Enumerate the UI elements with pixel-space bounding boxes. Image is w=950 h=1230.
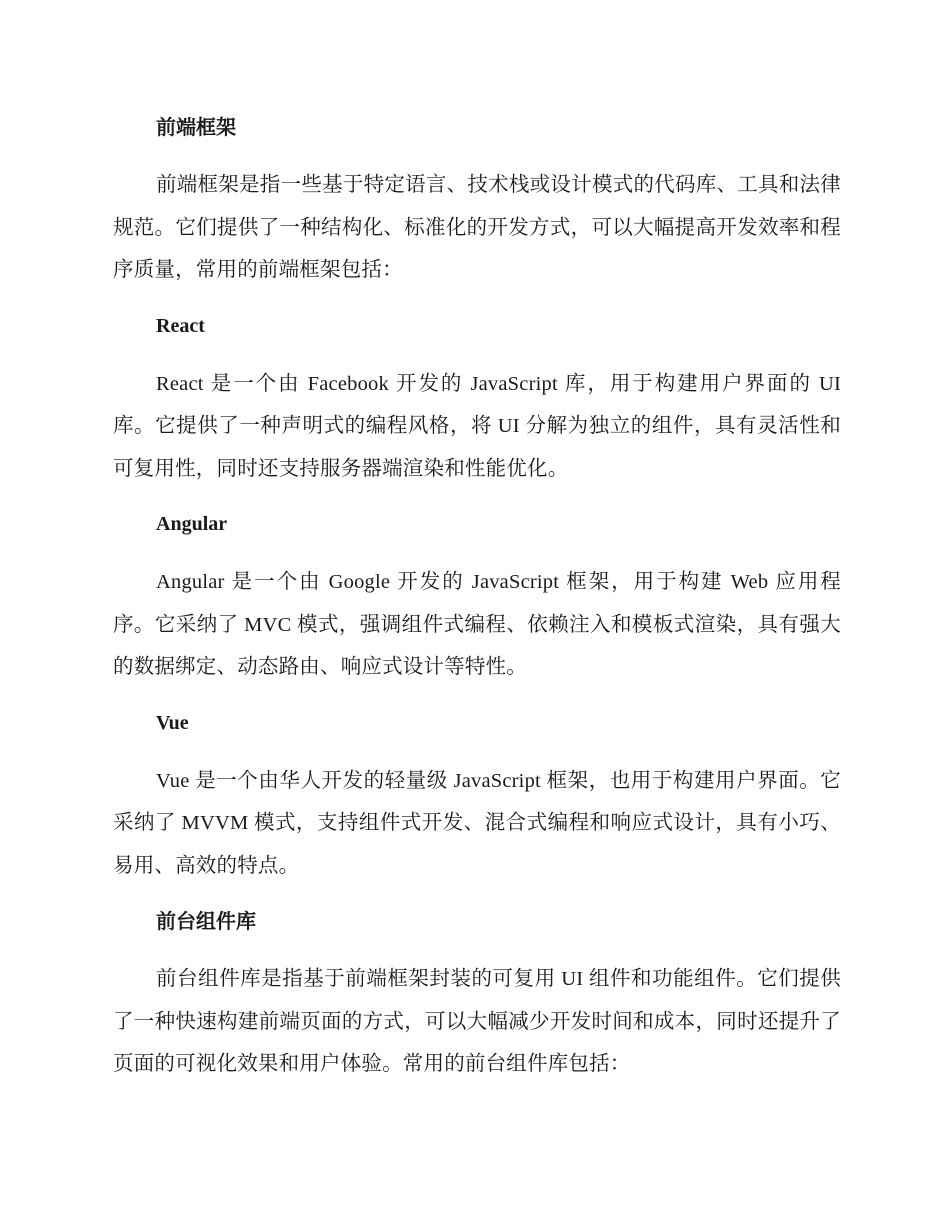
section-heading-component-libraries: 前台组件库 — [156, 909, 256, 933]
document-page — [113, 110, 841, 1086]
section-paragraph-vue: Vue 是一个由华人开发的轻量级 JavaScript 框架，也用于构建用户界面。它采纳了 MVVM 模式，支持组件式开发、混合式编程和响应式设计，具有小巧、易用、高效的特点。 — [113, 769, 841, 877]
section-heading-frontend-frameworks: 前端框架 — [156, 115, 236, 139]
section-heading-angular: Angular — [156, 513, 228, 535]
section-paragraph-component-libraries: 前台组件库是指基于前端框架封装的可复用 UI 组件和功能组件。它们提供了一种快速构建前端页面的方式，可以大幅减少开发时间和成本，同时还提升了页面的可视化效果和用户体验。常用的前台组件库包括： — [113, 968, 841, 1075]
section-paragraph-angular: Angular 是一个由 Google 开发的 JavaScript 框架，用于构建 Web 应用程序。它采纳了 MVC 模式，强调组件式编程、依赖注入和模板式渲染，具有强大的数据绑定、动态路由、响应式设计等特性。 — [113, 571, 841, 678]
section-heading-react: React — [156, 314, 205, 337]
section-paragraph-react: React 是一个由 Facebook 开发的 JavaScript 库，用于构建用户界面的 UI 库。它提供了一种声明式的编程风格，将 UI 分解为独立的组件，具有灵活性和可复用性，同时还支持服务器端渲染和性能优化。 — [113, 372, 841, 480]
section-paragraph-frontend-frameworks: 前端框架是指一些基于特定语言、技术栈或设计模式的代码库、工具和法律规范。它们提供了一种结构化、标准化的开发方式，可以大幅提高开发效率和程序质量，常用的前端框架包括： — [113, 174, 841, 281]
section-heading-vue: Vue — [156, 711, 189, 734]
